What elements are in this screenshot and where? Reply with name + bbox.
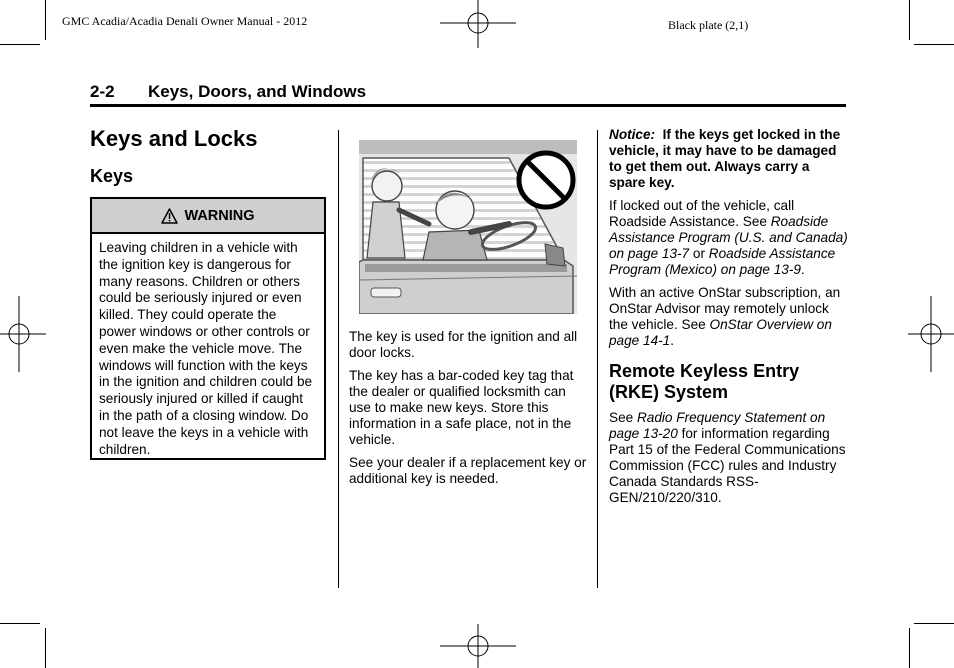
column-divider [338, 130, 339, 588]
page-title: Keys and Locks [90, 126, 258, 151]
subheading-rke: Remote Keyless Entry (RKE) System [609, 361, 800, 402]
text-span: . [670, 333, 675, 348]
cross-reference-link[interactable]: Roadside Assistance Program (U.S. and Canada) on page 13-7 [609, 214, 848, 261]
warning-triangle-icon [161, 208, 178, 224]
section-title: Keys, Doors, and Windows [148, 82, 367, 101]
column-2 [349, 329, 589, 494]
text-span: With an active OnStar subscription, an OnStar Advisor may remotely unlock the vehicle. See [609, 285, 841, 332]
text-span: for information regarding Part 15 of the Federal Communications Commission (FCC) rules and Industry Canada Standards RSS-GEN/210/220/310. [609, 426, 846, 505]
registration-mark-icon [0, 296, 46, 372]
registration-mark-icon [440, 0, 516, 48]
column-divider [597, 130, 598, 588]
plate-label: Black plate (2,1) [668, 18, 749, 32]
paragraph: See your dealer if a replacement key or additional key is needed. [349, 455, 587, 486]
paragraph: The key has a bar-coded key tag that the dealer or qualified locksmith can use to make new keys. Store this information in a safe place, not in the vehicle. [349, 368, 574, 447]
section-number: 2-2 [90, 82, 115, 101]
crop-mark [909, 628, 910, 668]
notice-label: Notice: [609, 127, 656, 142]
children-in-vehicle-illustration [359, 140, 577, 314]
paragraph: The key is used for the ignition and all door locks. [349, 329, 578, 360]
warning-header [92, 199, 324, 234]
text-span: or [689, 246, 709, 261]
paragraph [609, 198, 849, 278]
crop-mark [45, 628, 46, 668]
text-span: . [800, 262, 805, 277]
paragraph [609, 285, 849, 349]
column-3 [609, 127, 849, 513]
notice-paragraph [609, 127, 849, 191]
warning-text: Leaving children in a vehicle with the ignition key is dangerous for many reasons. Children or others could be seriously injured or even killed. They could operate the power windows or other controls or even make the vehicle move. The windows will function with the keys in the ignition and children could be seriously injured or killed if caught in the path of a closing window. Do not leave the keys in a vehicle with children. [99, 240, 313, 457]
crop-mark [45, 0, 46, 40]
crop-mark [914, 44, 954, 45]
cross-reference-link[interactable]: Roadside Assistance Program (Mexico) on page 13-9 [609, 246, 836, 277]
subheading-keys: Keys [90, 166, 134, 186]
text-span: If locked out of the vehicle, call Roadside Assistance. See [609, 198, 795, 229]
text-span: See [609, 410, 637, 425]
registration-mark-icon [440, 624, 516, 668]
crop-mark [0, 44, 40, 45]
warning-label: WARNING [184, 207, 255, 224]
running-header-title: GMC Acadia/Acadia Denali Owner Manual - 2012 [62, 14, 308, 28]
crop-mark [0, 623, 40, 624]
warning-box [90, 197, 326, 460]
crop-mark [914, 623, 954, 624]
crop-mark [909, 0, 910, 40]
cross-reference-link[interactable]: Radio Frequency Statement on page 13-20 [609, 410, 826, 441]
notice-text: If the keys get locked in the vehicle, it may have to be damaged to get them out. Always carry a spare key. [609, 127, 841, 190]
cross-reference-link[interactable]: OnStar Overview on page 14-1 [609, 317, 832, 348]
paragraph [609, 410, 849, 506]
section-header [90, 82, 846, 107]
registration-mark-icon [908, 296, 954, 372]
